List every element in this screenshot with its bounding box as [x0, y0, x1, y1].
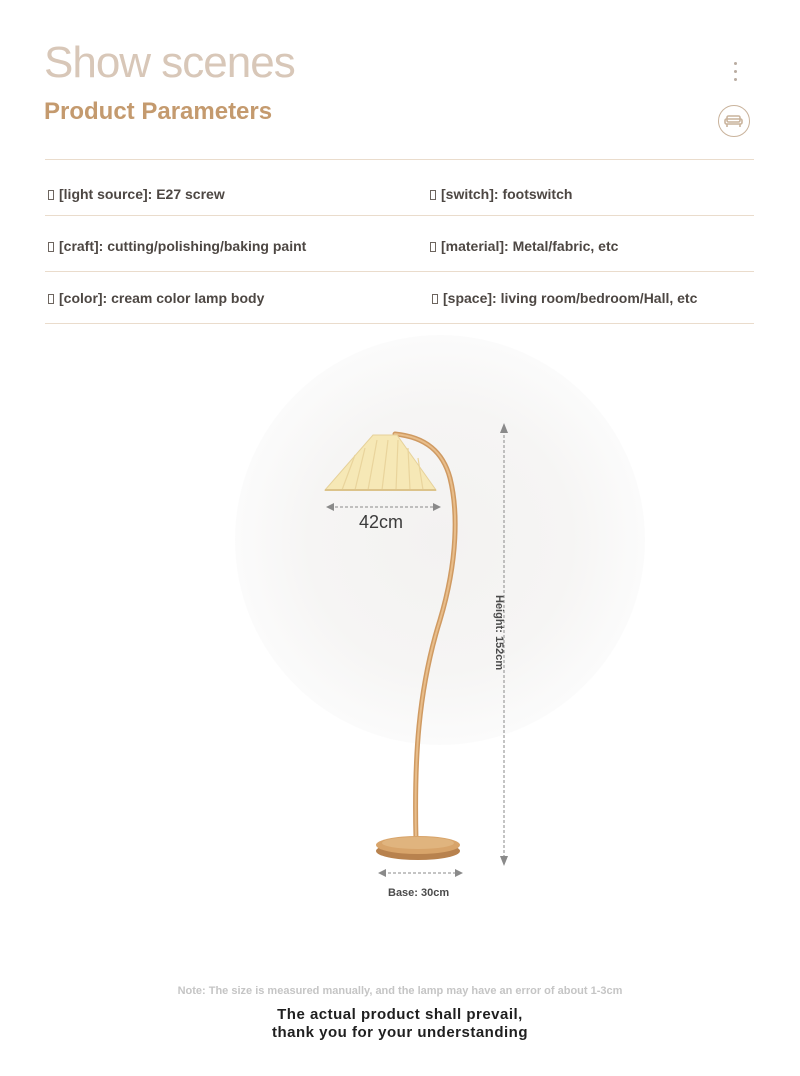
lamp-base — [376, 836, 460, 860]
param-text: [space]: living room/bedroom/Hall, etc — [443, 290, 698, 306]
footer-line-1: The actual product shall prevail, — [277, 1006, 523, 1023]
base-width-arrow — [378, 869, 463, 877]
page-title: Show scenes — [44, 38, 295, 87]
footer-line-2: thank you for your understanding — [271, 1024, 528, 1041]
param-text: [color]: cream color lamp body — [59, 290, 265, 306]
param-text: [switch]: footswitch — [441, 186, 573, 202]
lamp-stem — [395, 434, 455, 840]
section-subtitle: Product Parameters — [44, 98, 273, 125]
param-text: [craft]: cutting/polishing/baking paint — [59, 238, 307, 254]
measurement-note: Note: The size is measured manually, and the lamp may have an error of about 1-3cm — [177, 985, 623, 997]
shade-width-arrow — [326, 503, 441, 511]
base-label: Base: 30cm — [388, 887, 450, 899]
lamp-shade — [325, 435, 436, 490]
shade-width-label: 42cm — [359, 512, 404, 532]
param-text: [light source]: E27 screw — [59, 186, 225, 202]
param-text: [material]: Metal/fabric, etc — [441, 238, 619, 254]
height-label: Height: 152cm — [493, 595, 505, 671]
